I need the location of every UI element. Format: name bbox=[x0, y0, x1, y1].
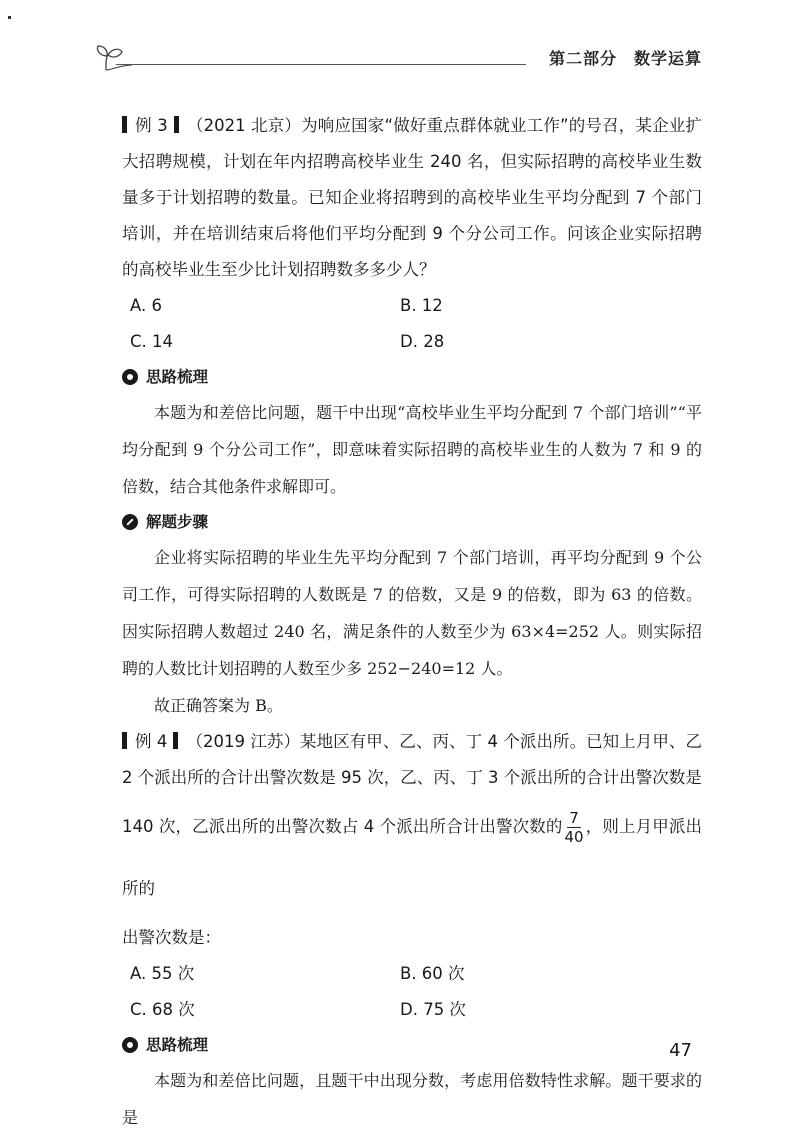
example-3-options bbox=[122, 288, 702, 360]
option-b: B. 12 bbox=[400, 296, 443, 315]
label-bar-icon bbox=[174, 116, 179, 133]
option-a: A. 55 次 bbox=[130, 964, 195, 983]
header-rule bbox=[116, 64, 526, 65]
steps-heading-label: 解题步骤 bbox=[146, 513, 209, 531]
option-b: B. 60 次 bbox=[400, 964, 465, 983]
label-bar-icon bbox=[173, 732, 178, 749]
label-bar-icon bbox=[122, 116, 127, 133]
example-4-analysis-heading bbox=[122, 1028, 702, 1062]
page-content bbox=[122, 108, 702, 1136]
example-3-analysis: 本题为和差倍比问题，题干中出现“高校毕业生平均分配到 7 个部门培训”“平均分配到 9 个分公司工作”，即意味着实际招聘的高校毕业生的人数为 7 和 9 的倍数，结合其他条件求解即可。 bbox=[122, 403, 702, 496]
fraction-numerator: 7 bbox=[569, 809, 579, 827]
example-4-fraction-line bbox=[122, 796, 702, 920]
header-title: 第二部分 数学运算 bbox=[548, 49, 702, 68]
analysis-heading-label: 思路梳理 bbox=[146, 368, 209, 386]
example-4-options bbox=[122, 956, 702, 1028]
example-3-steps: 企业将实际招聘的毕业生先平均分配到 7 个部门培训，再平均分配到 9 个公司工作，可得实际招聘的人数既是 7 的倍数，又是 9 的倍数，即为 63 的倍数。因实际招聘人数超过 240 名，满足条件的人数至少为 63×4=252 人。则实际招聘的人数比计划招聘的人数至少多 252−240=12 人。 bbox=[122, 548, 702, 678]
fraction-denominator: 40 bbox=[564, 828, 584, 846]
example-4-source: （2019 江苏） bbox=[186, 732, 301, 751]
example-3-steps-heading bbox=[122, 505, 702, 539]
example-3-answer: 故正确答案为 B。 bbox=[154, 696, 283, 715]
example-3-source: （2021 北京） bbox=[186, 116, 302, 135]
example-4-text-3: ，则上月甲派出所的 bbox=[122, 817, 702, 898]
example-4-text-1: 某地区有甲、乙、丙、丁 4 个派出所。已知上月甲、乙 2 个派出所的合计出警次数是 95 次，乙、丙、丁 3 个派出所的合计出警次数是 bbox=[122, 732, 702, 787]
option-c: C. 68 次 bbox=[130, 1000, 195, 1019]
example-3-text: 为响应国家“做好重点群体就业工作”的号召，某企业扩大招聘规模，计划在年内招聘高校毕业生 240 名，但实际招聘的高校毕业生数量多于计划招聘的数量。已知企业将招聘到的高校毕业生平均分配到 7 个部门培训，并在培训结束后将他们平均分配到 9 个分公司工作。问该企业实际招聘的高校毕业生至少比计划招聘数多多少人？ bbox=[122, 116, 702, 279]
pencil-icon bbox=[122, 514, 138, 530]
scan-speck bbox=[8, 16, 11, 19]
option-c: C. 14 bbox=[130, 332, 174, 351]
page-number: 47 bbox=[669, 1040, 692, 1061]
fraction-7-40 bbox=[565, 809, 584, 846]
gear-icon bbox=[122, 1037, 138, 1053]
gear-icon bbox=[122, 369, 138, 385]
running-header bbox=[92, 40, 702, 76]
example-3-analysis-heading bbox=[122, 360, 702, 394]
example-3-label: 例 3 bbox=[135, 116, 168, 135]
option-a: A. 6 bbox=[130, 296, 162, 315]
analysis-heading-label: 思路梳理 bbox=[146, 1036, 209, 1054]
option-d: D. 28 bbox=[400, 332, 445, 351]
sprout-icon bbox=[92, 40, 132, 76]
example-4-label: 例 4 bbox=[135, 732, 168, 751]
example-4-text-2: 140 次，乙派出所的出警次数占 4 个派出所合计出警次数的 bbox=[122, 817, 563, 836]
example-4-text-4: 出警次数是： bbox=[122, 928, 221, 947]
example-4-question bbox=[122, 724, 702, 796]
example-4-analysis: 本题为和差倍比问题，且题干中出现分数，考虑用倍数特性求解。题干要求的是 bbox=[122, 1071, 702, 1127]
label-bar-icon bbox=[122, 732, 127, 749]
example-3-question bbox=[122, 108, 702, 288]
option-d: D. 75 次 bbox=[400, 1000, 466, 1019]
